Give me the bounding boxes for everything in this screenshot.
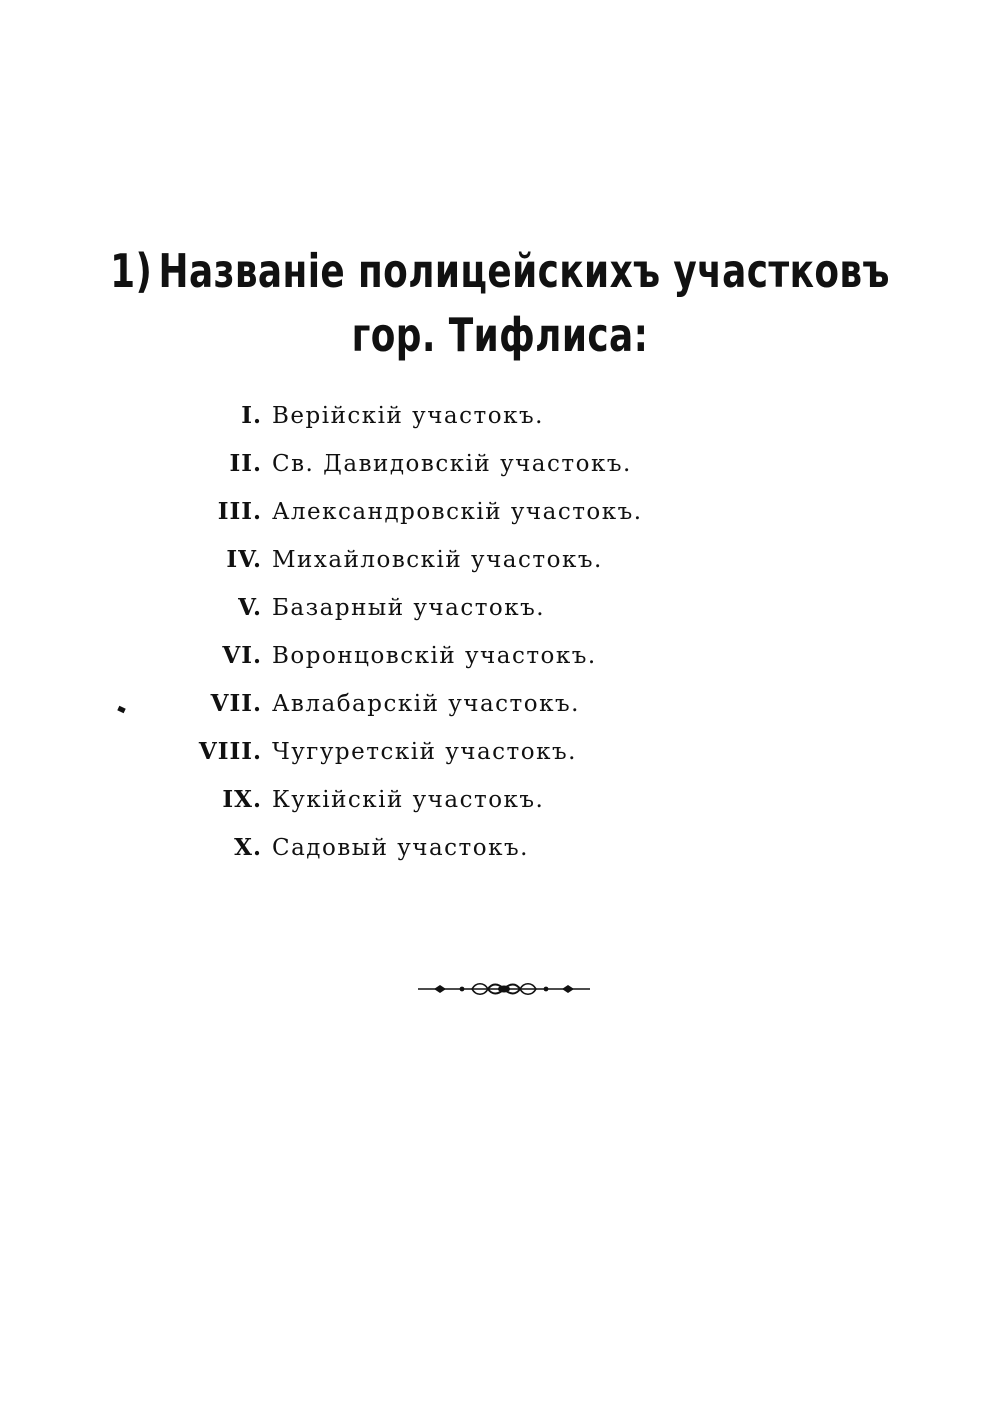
list-item	[0, 728, 1000, 776]
list-item	[0, 680, 1000, 728]
heading-number: 1)	[110, 244, 153, 298]
district-name: Базарный участокъ.	[272, 595, 546, 621]
district-name: Верійскій участокъ.	[272, 403, 544, 429]
district-name: Воронцовскій участокъ.	[272, 643, 597, 669]
page-subtitle: гор. Тифлиса:	[351, 308, 649, 362]
district-list	[0, 392, 1000, 872]
roman-numeral: IX.	[222, 786, 262, 813]
district-name: Св. Давидовскій участокъ.	[272, 451, 632, 477]
roman-numeral: III.	[217, 498, 262, 525]
list-item	[0, 440, 1000, 488]
district-name: Михайловскій участокъ.	[272, 547, 603, 573]
roman-numeral: V.	[238, 594, 262, 621]
district-name: Чугуретскій участокъ.	[272, 739, 577, 765]
list-item	[0, 776, 1000, 824]
roman-numeral: VI.	[222, 642, 262, 669]
roman-numeral: X.	[234, 834, 262, 861]
list-item	[0, 536, 1000, 584]
list-item	[0, 584, 1000, 632]
roman-numeral: IV.	[226, 546, 262, 573]
district-name: Кукійскій участокъ.	[272, 787, 545, 813]
roman-numeral: VII.	[210, 690, 262, 717]
district-name: Авлабарскій участокъ.	[272, 691, 580, 717]
page-title	[110, 244, 890, 298]
district-name: Садовый участокъ.	[272, 835, 529, 861]
list-item	[0, 488, 1000, 536]
list-item	[0, 392, 1000, 440]
list-item	[0, 632, 1000, 680]
heading-line-1: Названіе полицейскихъ участковъ	[158, 244, 890, 298]
decorative-divider-icon	[418, 978, 590, 1000]
district-name: Александровскій участокъ.	[272, 499, 643, 525]
roman-numeral: I.	[241, 402, 262, 429]
roman-numeral: II.	[229, 450, 262, 477]
list-item	[0, 824, 1000, 872]
roman-numeral: VIII.	[198, 738, 262, 765]
